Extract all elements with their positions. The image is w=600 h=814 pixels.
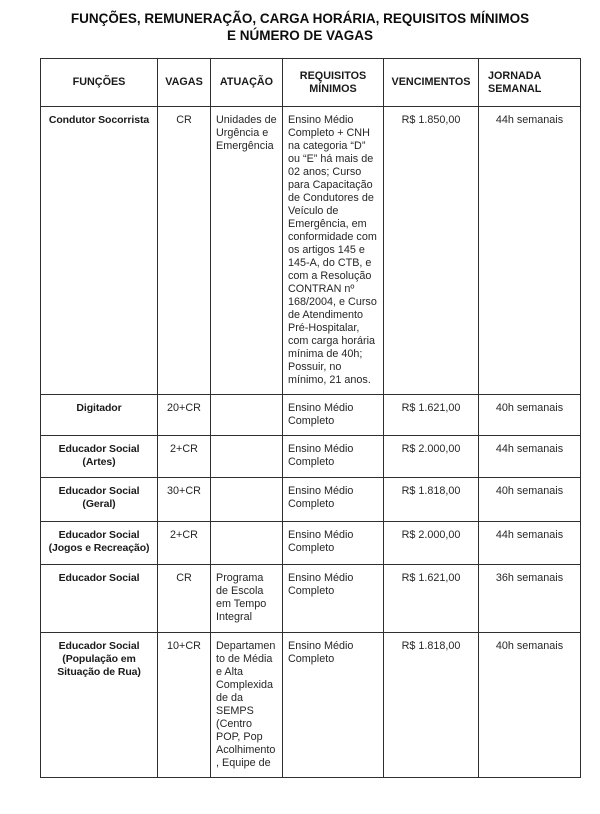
table-row: [41, 565, 581, 633]
cell-jornada: 40h semanais: [479, 633, 581, 778]
table-row: [41, 107, 581, 395]
cell-vagas: 10+CR: [158, 633, 211, 778]
cell-requisitos: Ensino Médio Completo: [283, 478, 384, 522]
cell-vencimentos: R$ 2.000,00: [384, 436, 479, 478]
cell-atuacao: [211, 522, 283, 565]
cell-requisitos: Ensino Médio Completo: [283, 436, 384, 478]
table-row: [41, 478, 581, 522]
cell-funcao: Educador Social (Artes): [41, 436, 158, 478]
cell-atuacao: [211, 436, 283, 478]
cell-vagas: 2+CR: [158, 436, 211, 478]
cell-requisitos: Ensino Médio Completo: [283, 565, 384, 633]
cell-jornada: 36h semanais: [479, 565, 581, 633]
cell-vagas: 20+CR: [158, 395, 211, 436]
cell-jornada: 44h semanais: [479, 107, 581, 395]
column-header-vencimentos: VENCIMENTOS: [384, 59, 479, 107]
cell-jornada: 44h semanais: [479, 436, 581, 478]
cell-vencimentos: R$ 1.850,00: [384, 107, 479, 395]
cell-atuacao: Departamento de Média e Alta Complexidade da SEMPS (Centro POP, Pop Acolhimento, Equipe de: [211, 633, 283, 778]
cell-vencimentos: R$ 1.621,00: [384, 395, 479, 436]
cell-funcao: Educador Social (Geral): [41, 478, 158, 522]
cell-atuacao: Unidades de Urgência e Emergência: [211, 107, 283, 395]
document-page: [0, 10, 600, 814]
cell-requisitos: Ensino Médio Completo: [283, 395, 384, 436]
column-header-vagas: VAGAS: [158, 59, 211, 107]
cell-vencimentos: R$ 1.621,00: [384, 565, 479, 633]
cell-vencimentos: R$ 1.818,00: [384, 478, 479, 522]
column-header-atuacao: ATUAÇÃO: [211, 59, 283, 107]
cell-jornada: 40h semanais: [479, 478, 581, 522]
cell-funcao: Digitador: [41, 395, 158, 436]
cell-requisitos: Ensino Médio Completo: [283, 633, 384, 778]
cell-funcao: Condutor Socorrista: [41, 107, 158, 395]
column-header-requisitos: REQUISITOS MÍNIMOS: [283, 59, 384, 107]
table-header-row: [41, 59, 581, 107]
cell-jornada: 40h semanais: [479, 395, 581, 436]
cell-funcao: Educador Social: [41, 565, 158, 633]
cell-requisitos: Ensino Médio Completo + CNH na categoria “D” ou “E” há mais de 02 anos; Curso para Capacitação de Condutores de Veículo de Emergência, em conformidade com os artigos 145 e 145-A, do CTB, e com a Resolução CONTRAN nº 168/2004, e Curso de Atendimento Pré-Hospitalar, com carga horária mínima de 40h; Possuir, no mínimo, 21 anos.: [283, 107, 384, 395]
table-row: [41, 522, 581, 565]
column-header-funcoes: FUNÇÕES: [41, 59, 158, 107]
table-row: [41, 436, 581, 478]
table-row: [41, 395, 581, 436]
page-title: FUNÇÕES, REMUNERAÇÃO, CARGA HORÁRIA, REQUISITOS MÍNIMOS E NÚMERO DE VAGAS: [70, 11, 530, 43]
cell-funcao: Educador Social (Jogos e Recreação): [41, 522, 158, 565]
cell-vagas: 2+CR: [158, 522, 211, 565]
jobs-table: [40, 58, 581, 778]
cell-atuacao: Programa de Escola em Tempo Integral: [211, 565, 283, 633]
cell-vagas: CR: [158, 565, 211, 633]
cell-atuacao: [211, 478, 283, 522]
cell-requisitos: Ensino Médio Completo: [283, 522, 384, 565]
cell-vagas: 30+CR: [158, 478, 211, 522]
column-header-jornada: JORNADA SEMANAL: [479, 59, 581, 107]
table-row: [41, 633, 581, 778]
cell-funcao: Educador Social (População em Situação de Rua): [41, 633, 158, 778]
cell-vencimentos: R$ 2.000,00: [384, 522, 479, 565]
cell-atuacao: [211, 395, 283, 436]
cell-vagas: CR: [158, 107, 211, 395]
cell-vencimentos: R$ 1.818,00: [384, 633, 479, 778]
cell-jornada: 44h semanais: [479, 522, 581, 565]
